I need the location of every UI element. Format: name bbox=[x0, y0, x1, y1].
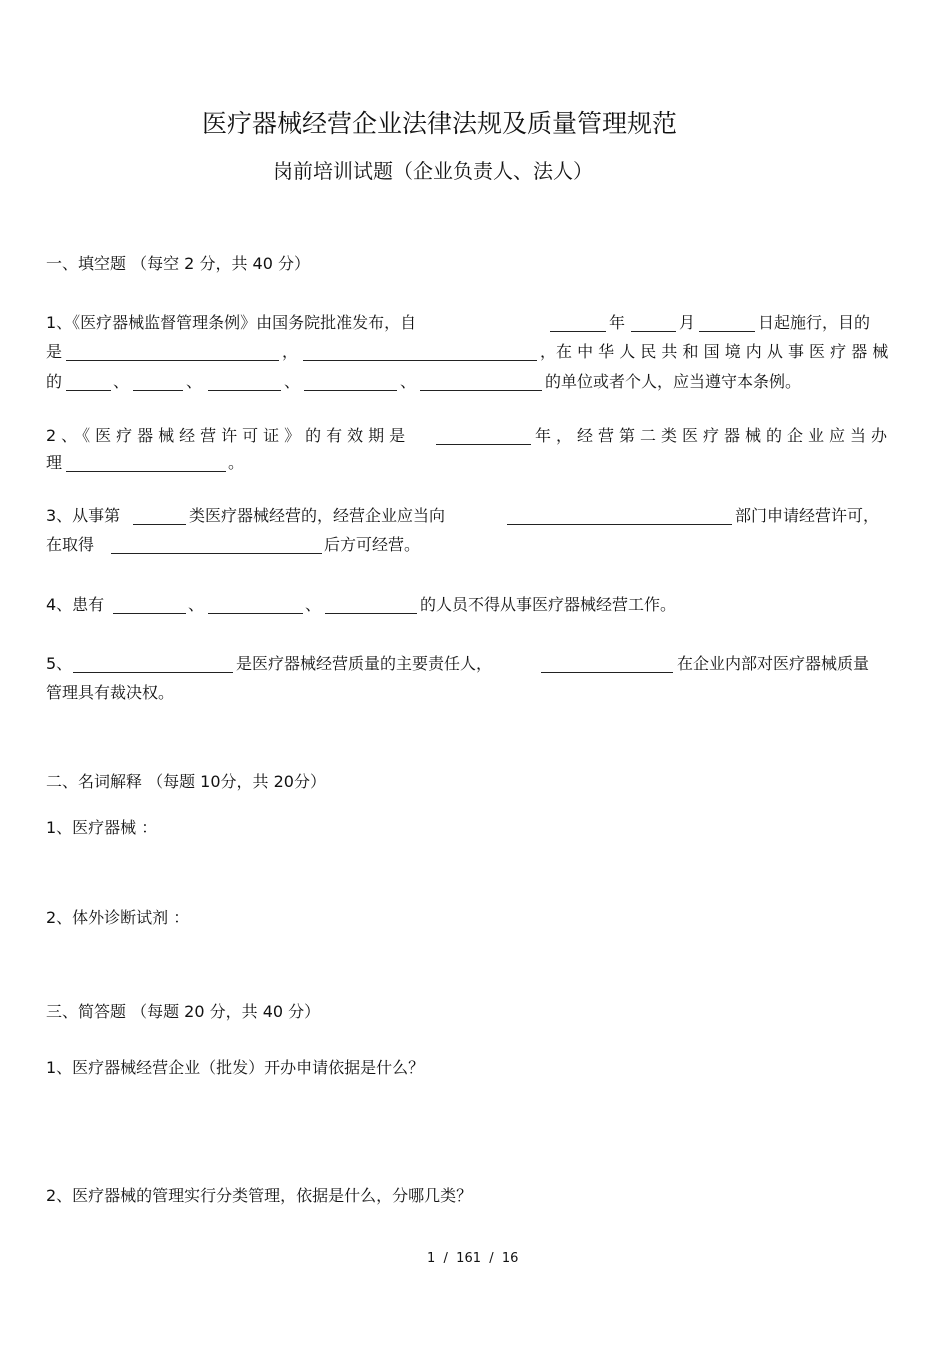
section2-q1: 1、医疗器械 ： bbox=[46, 818, 158, 837]
section3-q1: 1、医疗器械经营企业（批发）开办申请依据是什么？ bbox=[46, 1058, 425, 1077]
section1-heading: 一、填空题 （每空 2 分，共 40 分） bbox=[46, 254, 310, 273]
q4-text-end: 的人员不得从事医疗器械经营工作。 bbox=[420, 595, 677, 614]
q5-blank-authority bbox=[541, 672, 673, 673]
section2-q2: 2、体外诊断试剂 ： bbox=[46, 908, 190, 927]
q1-line2-end: ，在 中 华 人 民 共 和 国 境 内 从 事 医 疗 器 械 bbox=[540, 342, 889, 361]
q1-sep-1: 、 bbox=[113, 372, 130, 391]
q1-sep-2: 、 bbox=[186, 372, 203, 391]
q1-month-label: 月 bbox=[679, 313, 696, 332]
q1-blank-purpose-2 bbox=[303, 360, 537, 361]
q1-line3-end: 的单位或者个人，应当遵守本条例。 bbox=[545, 372, 802, 391]
q1-blank-activity-2 bbox=[133, 390, 183, 391]
q4-blank-3 bbox=[325, 613, 417, 614]
q1-blank-activity-3 bbox=[208, 390, 281, 391]
q2-blank-validity bbox=[436, 444, 531, 445]
q3-blank-department bbox=[507, 524, 732, 525]
q1-blank-year bbox=[550, 331, 606, 332]
section3-q2: 2、医疗器械的管理实行分类管理，依据是什么，分哪几类？ bbox=[46, 1186, 473, 1205]
page-indicator: 1 / 161 / 16 bbox=[427, 1251, 519, 1266]
q3-text-end: 部门申请经营许可， bbox=[735, 506, 880, 525]
q3-blank-class bbox=[133, 524, 186, 525]
q1-blank-purpose-1 bbox=[66, 360, 279, 361]
q4-sep-2: 、 bbox=[305, 595, 322, 614]
q1-blank-activity-1 bbox=[66, 390, 111, 391]
q4-blank-1 bbox=[113, 613, 186, 614]
q2-line2-start: 理 bbox=[46, 453, 63, 472]
section2-heading: 二、名词解释 （每题 10分，共 20分） bbox=[46, 772, 326, 791]
q1-sep-4: 、 bbox=[400, 372, 417, 391]
q1-line3-start: 的 bbox=[46, 372, 63, 391]
q5-line2: 管理具有裁决权。 bbox=[46, 683, 175, 702]
q5-text-end: 在企业内部对医疗器械质量 bbox=[677, 654, 870, 673]
q2-text-start: 2、《医疗器械经营许可证》的有效期是 bbox=[46, 426, 411, 445]
q1-blank-activity-5 bbox=[420, 390, 542, 391]
q1-day-label: 日起施行，目的 bbox=[758, 313, 871, 332]
q2-period: 。 bbox=[228, 453, 245, 472]
q2-text-mid: 年，经营第二类医疗器械的企业应当办 bbox=[535, 426, 893, 445]
q1-line2-start: 是 bbox=[46, 342, 63, 361]
q2-blank-procedure bbox=[66, 471, 226, 472]
q1-comma: ， bbox=[282, 342, 299, 361]
document-subtitle: 岗前培训试题（企业负责人、法人） bbox=[273, 159, 593, 183]
q5-text-mid: 是医疗器械经营质量的主要责任人， bbox=[236, 654, 493, 673]
q1-text-start: 1、《医疗器械监督管理条例》由国务院批准发布，自 bbox=[46, 313, 417, 332]
q5-text-start: 5、 bbox=[46, 654, 73, 673]
q3-blank-license bbox=[111, 553, 322, 554]
q4-sep-1: 、 bbox=[188, 595, 205, 614]
document-title: 医疗器械经营企业法律法规及质量管理规范 bbox=[202, 109, 678, 138]
q1-blank-month bbox=[631, 331, 676, 332]
section3-heading: 三、简答题 （每题 20 分，共 40 分） bbox=[46, 1002, 321, 1021]
q3-text-mid: 类医疗器械经营的，经营企业应当向 bbox=[189, 506, 446, 525]
q1-blank-activity-4 bbox=[304, 390, 397, 391]
q4-blank-2 bbox=[208, 613, 303, 614]
q1-sep-3: 、 bbox=[284, 372, 301, 391]
q3-text-start: 3、从事第 bbox=[46, 506, 121, 525]
q1-year-label: 年 bbox=[609, 313, 626, 332]
q3-line2-end: 后方可经营。 bbox=[324, 535, 421, 554]
q1-blank-day bbox=[699, 331, 755, 332]
q3-line2-start: 在取得 bbox=[46, 535, 95, 554]
q5-blank-responsible bbox=[73, 672, 233, 673]
q4-text-start: 4、患有 bbox=[46, 595, 105, 614]
